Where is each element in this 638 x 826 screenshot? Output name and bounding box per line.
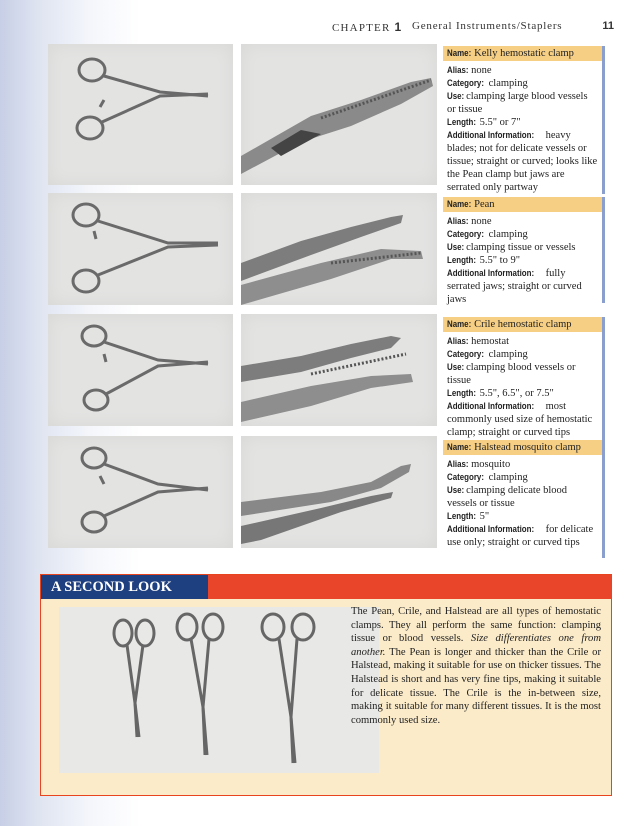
length-value: 5.5" to 9": [479, 255, 520, 266]
instrument-card-kelly: Name: Kelly hemostatic clamp Alias: none Category: clamping Use: clamping large blood vessels or tissue Length: 5.5" or 7" Additional Information: heavy blades; not for delicate vessels or tissue; straight or curved; looks like the Pean clamp but jaws are serrated only partway: [443, 46, 605, 194]
kelly-clamp-illustration: [48, 44, 233, 185]
running-header: [320, 20, 620, 34]
second-look-emphasis: Size differentiates one from another.: [351, 633, 602, 658]
additional-info-value: most commonly used size of hemostatic clamp; straight or curved tips: [447, 401, 593, 438]
use-value: clamping large blood vessels or tissue: [447, 91, 588, 115]
halstead-jaw-photo: [241, 436, 437, 548]
instrument-name-row: Name: Crile hemostatic clamp: [443, 317, 605, 332]
three-clamps-illustration: [59, 607, 379, 773]
alias-value: hemostat: [471, 336, 510, 347]
additional-info-value: for delicate use only; straight or curved tips: [447, 524, 594, 548]
page-number: 11: [602, 20, 614, 32]
comparison-photo: [59, 607, 379, 773]
chapter-label: CHAPTER 1: [332, 20, 402, 34]
section-title: General Instruments/Staplers: [412, 20, 563, 32]
instrument-name-row: Name: Pean: [443, 197, 605, 212]
category-value: clamping: [488, 472, 528, 483]
instrument-card-pean: Name: Pean Alias: none Category: clamping Use: clamping tissue or vessels Length: 5.5" to 9" Additional Information: fully serrated jaws; straight or curved jaws: [443, 197, 605, 303]
instrument-name: Halstead mosquito clamp: [474, 442, 581, 453]
use-value: clamping tissue or vessels: [466, 242, 576, 253]
crile-jaw-photo: [241, 314, 437, 426]
alias-value: none: [471, 65, 492, 76]
kelly-jaw-illustration: [241, 44, 437, 185]
crile-clamp-illustration: [48, 314, 233, 426]
use-value: clamping delicate blood vessels or tissue: [447, 485, 568, 509]
crile-full-photo: [48, 314, 233, 426]
instrument-name: Crile hemostatic clamp: [474, 319, 572, 330]
halstead-jaw-illustration: [241, 436, 437, 548]
additional-info-value: fully serrated jaws; straight or curved jaws: [447, 268, 582, 305]
instrument-name-row: Name: Halstead mosquito clamp: [443, 440, 605, 455]
instrument-name: Pean: [474, 199, 495, 210]
alias-value: mosquito: [471, 459, 511, 470]
second-look-box: [40, 574, 612, 796]
pean-full-photo: [48, 193, 233, 305]
instrument-name: Kelly hemostatic clamp: [474, 48, 574, 59]
halstead-full-photo: [48, 436, 233, 548]
instrument-name-row: Name: Kelly hemostatic clamp: [443, 46, 605, 61]
pean-clamp-illustration: [48, 193, 233, 305]
category-value: clamping: [488, 229, 528, 240]
second-look-title: A SECOND LOOK: [41, 575, 208, 599]
length-value: 5.5" or 7": [479, 117, 521, 128]
kelly-full-photo: [48, 44, 233, 185]
length-value: 5.5", 6.5", or 7.5": [479, 388, 554, 399]
length-value: 5": [479, 511, 490, 522]
alias-value: none: [471, 216, 492, 227]
instrument-card-halstead: Name: Halstead mosquito clamp Alias: mosquito Category: clamping Use: clamping delicate blood vessels or tissue Length: 5" Additional Information: for delicate use only; straight or curved tips: [443, 440, 605, 558]
kelly-jaw-photo: [241, 44, 437, 185]
category-value: clamping: [488, 349, 528, 360]
pean-jaw-illustration: [241, 193, 437, 305]
use-value: clamping blood vessels or tissue: [447, 362, 576, 386]
second-look-text: The Pean, Crile, and Halstead are all types of hemostatic clamps. They all perform the same function: clamping tissue or blood vessels. Size differentiates one from another. The Pean is longer and thicker than the Crile or Halstead, making it suitable for use on thicker tissues. The Halstead is short and has very fine tips, making it suitable for delicate tissue. The Crile is the in-between size, making it suitable for many different tissues. It is the most commonly used size.: [351, 606, 602, 726]
pean-jaw-photo: [241, 193, 437, 305]
instrument-card-crile: Name: Crile hemostatic clamp Alias: hemostat Category: clamping Use: clamping blood vessels or tissue Length: 5.5", 6.5", or 7.5" Additional Information: most commonly used size of hemostatic clamp; straight or curved tips: [443, 317, 605, 449]
category-value: clamping: [488, 78, 528, 89]
additional-info-value: heavy blades; not for delicate vessels or tissue; straight or curved; looks like the Pean clamp but jaws are serrated only partway: [447, 130, 598, 193]
crile-jaw-illustration: [241, 314, 437, 426]
halstead-clamp-illustration: [48, 436, 233, 548]
